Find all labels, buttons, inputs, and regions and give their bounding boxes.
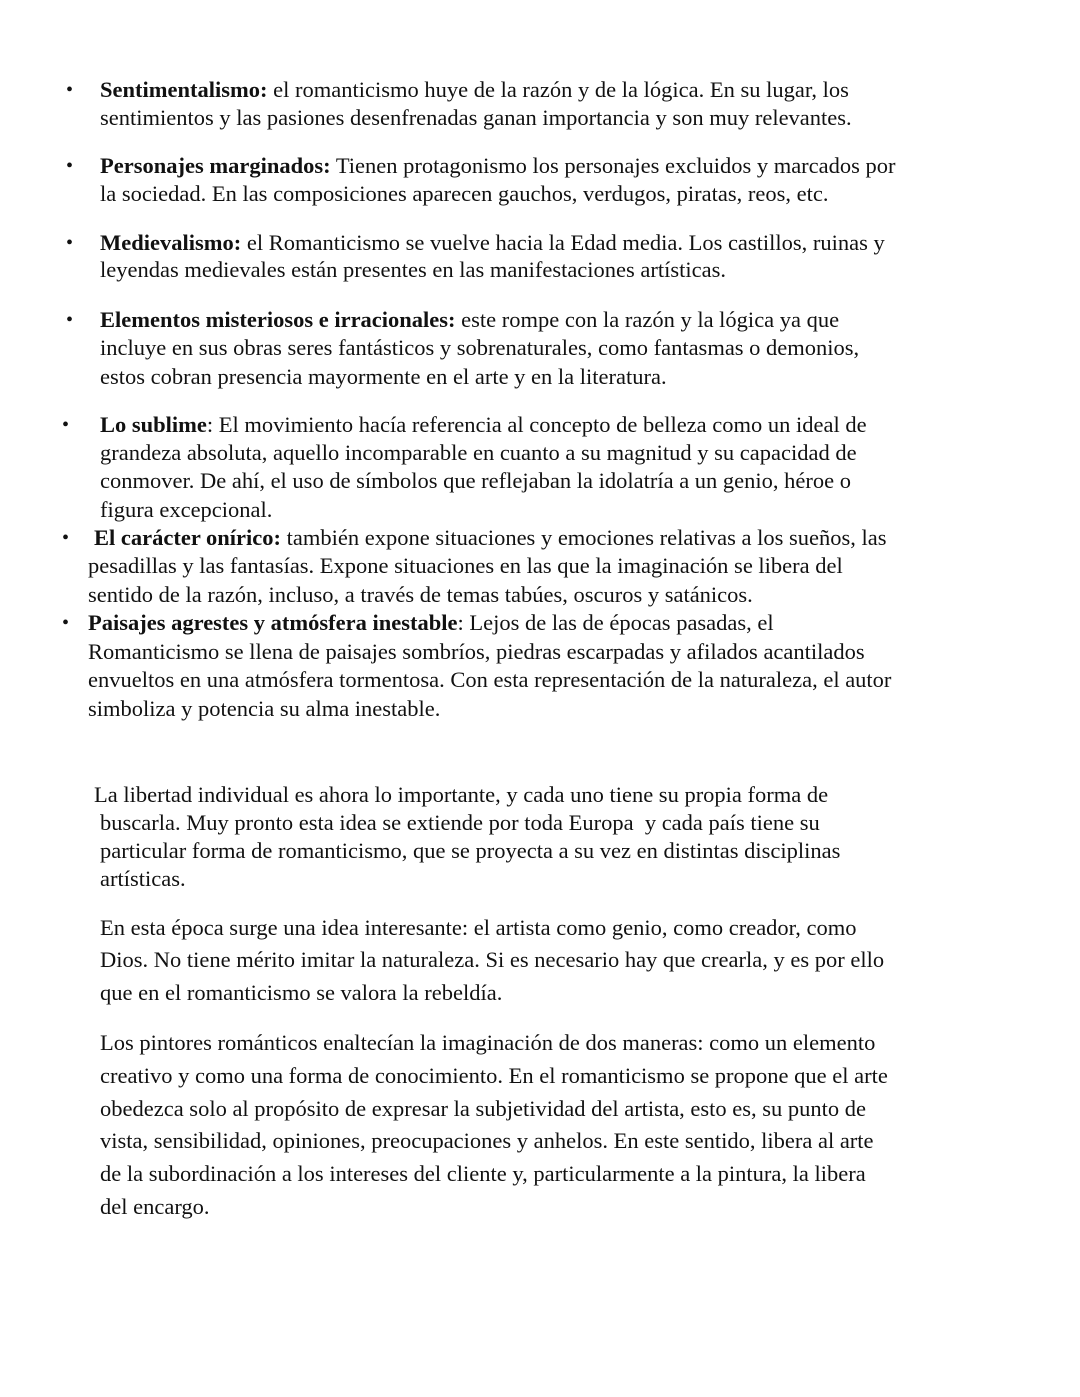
- paragraph-line: que en el romanticismo se valora la rebeldía.: [100, 980, 503, 1005]
- bullet-term: Sentimentalismo:: [100, 77, 268, 102]
- paragraph-line: Los pintores románticos enaltecían la imaginación de dos maneras: como un elemento: [100, 1030, 876, 1055]
- bullet-icon: •: [62, 414, 70, 436]
- bullet-line: [100, 230, 885, 256]
- bullet-term: Paisajes agrestes y atmósfera inestable: [88, 610, 458, 635]
- bullet-text: envueltos en una atmósfera tormentosa. Con esta representación de la naturaleza, el autor: [88, 667, 892, 692]
- bullet-text: leyendas medievales están presentes en las manifestaciones artísticas.: [100, 257, 727, 282]
- bullet-text: incluye en sus obras seres fantásticos y sobrenaturales, como fantasmas o demonios,: [100, 335, 860, 360]
- paragraph-line: creativo y como una forma de conocimiento. En el romanticismo se propone que el arte: [100, 1063, 888, 1088]
- bullet-text: sentimientos y las pasiones desenfrenadas ganan importancia y son muy relevantes.: [100, 105, 852, 130]
- bullet-line: [100, 105, 852, 131]
- bullet-text: : El movimiento hacía referencia al concepto de belleza como un ideal de: [206, 412, 867, 437]
- bullet-line: [100, 77, 849, 103]
- bullet-line: [94, 525, 886, 551]
- bullet-line: [100, 412, 867, 438]
- bullet-icon: •: [62, 612, 70, 634]
- paragraph-line: obedezca solo al propósito de expresar la subjetividad del artista, esto es, su punto de: [100, 1096, 867, 1121]
- bullet-icon: •: [66, 309, 74, 331]
- bullet-text: este rompe con la razón y la lógica ya que: [455, 307, 840, 332]
- bullet-line: [100, 497, 272, 523]
- bullet-text: : Lejos de las de épocas pasadas, el: [457, 610, 774, 635]
- bullet-line: [88, 582, 753, 608]
- paragraph-line: Dios. No tiene mérito imitar la naturaleza. Si es necesario hay que crearla, y es por ello: [100, 947, 885, 972]
- bullet-line: [100, 153, 896, 179]
- bullet-text: Romanticismo se llena de paisajes sombríos, piedras escarpadas y afilados acantilados: [88, 639, 865, 664]
- paragraph-line: de la subordinación a los intereses del cliente y, particularmente a la pintura, la libera: [100, 1161, 866, 1186]
- bullet-icon: •: [66, 79, 74, 101]
- bullet-line: [100, 335, 859, 361]
- bullet-line: [100, 364, 667, 390]
- bullet-line: [88, 667, 891, 693]
- bullet-text: también expone situaciones y emociones relativas a los sueños, las: [281, 525, 887, 550]
- bullet-text: figura excepcional.: [100, 497, 273, 522]
- bullet-text: grandeza absoluta, aquello incomparable en cuanto a su magnitud y su capacidad de: [100, 440, 857, 465]
- bullet-line: [100, 181, 829, 207]
- bullet-text: el romanticismo huye de la razón y de la lógica. En su lugar, los: [267, 77, 849, 102]
- bullet-icon: •: [62, 527, 70, 549]
- bullet-line: [100, 307, 839, 333]
- bullet-line: [88, 553, 843, 579]
- bullet-text: conmover. De ahí, el uso de símbolos que reflejaban la idolatría a un genio, héroe o: [100, 468, 852, 493]
- bullet-icon: •: [66, 232, 74, 254]
- paragraph-line: vista, sensibilidad, opiniones, preocupaciones y anhelos. En este sentido, libera al arte: [100, 1128, 874, 1153]
- paragraph-line: artísticas.: [100, 866, 186, 891]
- bullet-line: [100, 468, 851, 494]
- bullet-text: estos cobran presencia mayormente en el arte y en la literatura.: [100, 364, 667, 389]
- bullet-line: [100, 257, 726, 283]
- bullet-term: Elementos misteriosos e irracionales:: [100, 307, 456, 332]
- bullet-term: Personajes marginados:: [100, 153, 331, 178]
- bullet-line: [100, 440, 857, 466]
- bullet-icon: •: [66, 155, 74, 177]
- bullet-text: la sociedad. En las composiciones aparecen gauchos, verdugos, piratas, reos, etc.: [100, 181, 829, 206]
- bullet-text: simboliza y potencia su alma inestable.: [88, 696, 441, 721]
- bullet-text: pesadillas y las fantasías. Expone situaciones en las que la imaginación se libera del: [88, 553, 843, 578]
- paragraph-line: particular forma de romanticismo, que se proyecta a su vez en distintas disciplinas: [100, 838, 841, 863]
- paragraph-line: La libertad individual es ahora lo importante, y cada uno tiene su propia forma de: [94, 782, 829, 807]
- bullet-term: El carácter onírico:: [94, 525, 282, 550]
- bullet-term: Lo sublime: [100, 412, 207, 437]
- bullet-term: Medievalismo:: [100, 230, 242, 255]
- bullet-line: [88, 696, 440, 722]
- bullet-line: [88, 639, 865, 665]
- bullet-line: [88, 610, 774, 636]
- bullet-text: Tienen protagonismo los personajes excluidos y marcados por: [330, 153, 896, 178]
- paragraph-line: En esta época surge una idea interesante: el artista como genio, como creador, como: [100, 915, 857, 940]
- paragraph-line: buscarla. Muy pronto esta idea se extiende por toda Europa y cada país tiene su: [100, 810, 820, 835]
- bullet-text: sentido de la razón, incluso, a través de temas tabúes, oscuros y satánicos.: [88, 582, 753, 607]
- bullet-text: el Romanticismo se vuelve hacia la Edad media. Los castillos, ruinas y: [241, 230, 885, 255]
- paragraph-line: del encargo.: [100, 1194, 210, 1219]
